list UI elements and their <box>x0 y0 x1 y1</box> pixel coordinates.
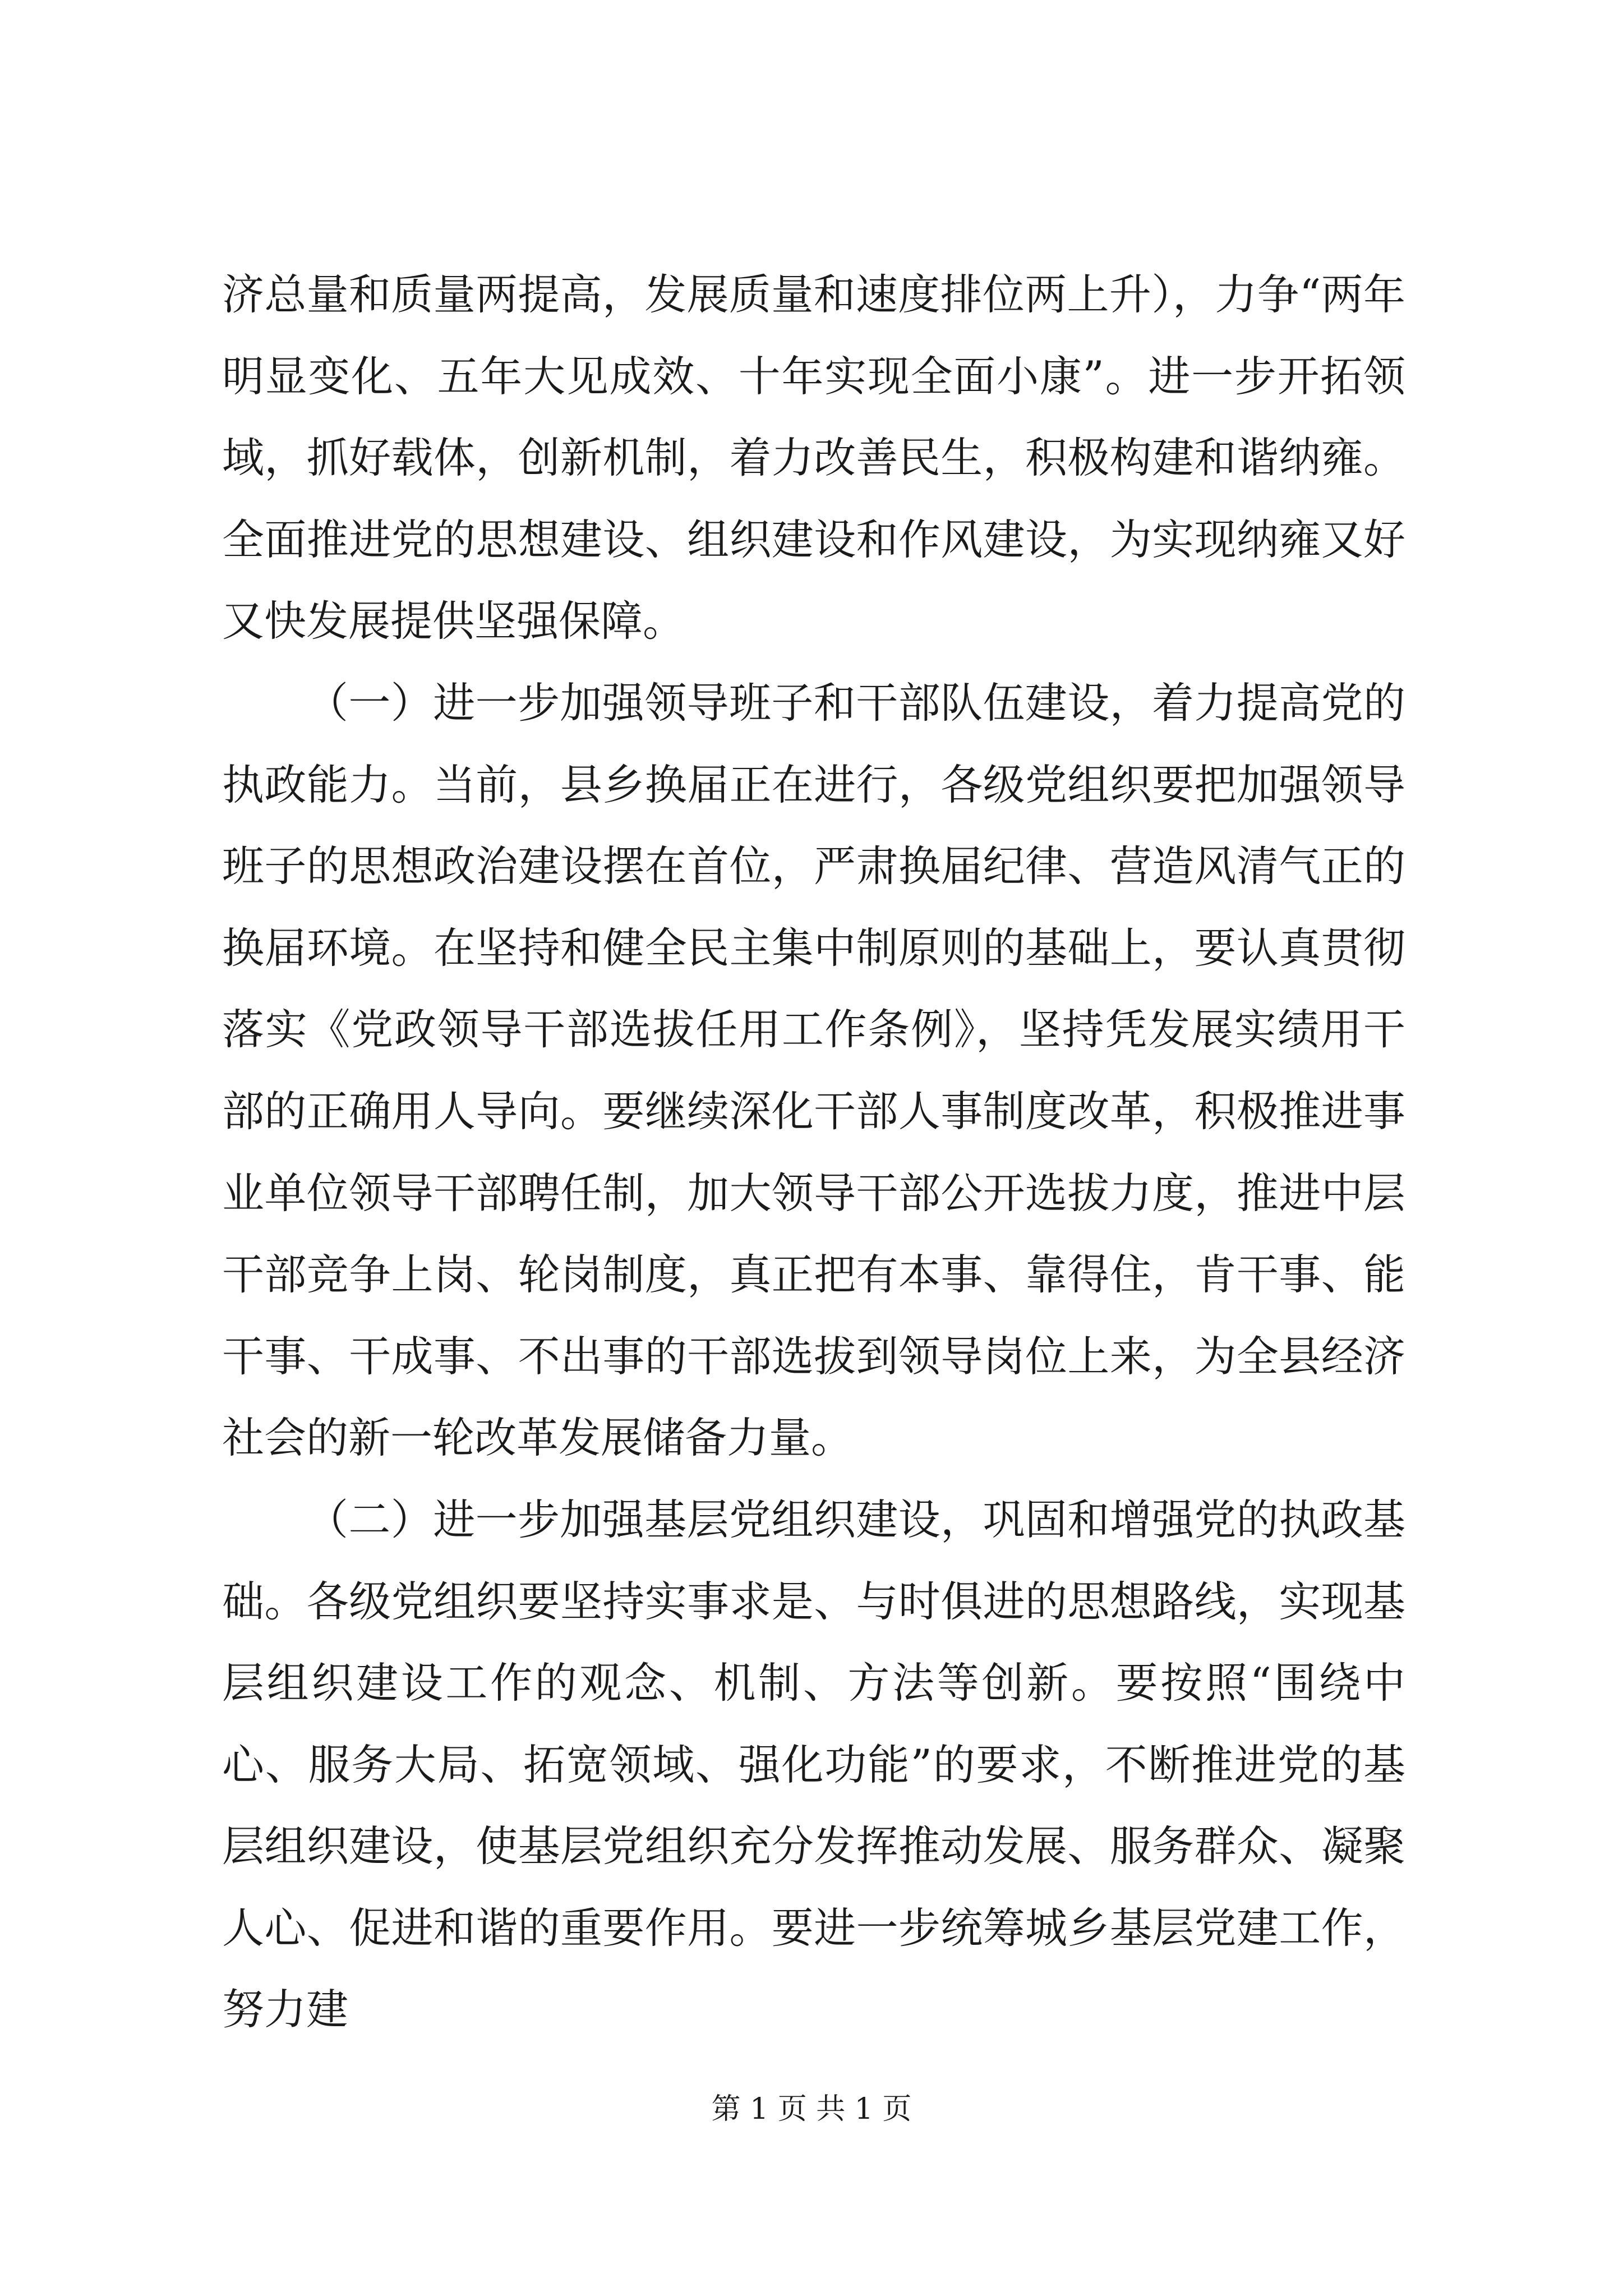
page-footer: 第 1 页 共 1 页 <box>711 2092 912 2126</box>
paragraph-section-1: （一）进一步加强领导班子和干部队伍建设，着力提高党的执政能力。当前，县乡换届正在进行，各级党组织要把加强领导班子的思想政治建设摆在首位，严肃换届纪律、营造风清气正的换届环境。在坚持和健全民主集中制原则的基础上，要认真贯彻落实《党政领导干部选拔任用工作条例》，坚持凭发展实绩用干部的正确用人导向。要继续深化干部人事制度改革，积极推进事业单位领导干部聘任制，加大领导干部公开选拔力度，推进中层干部竞争上岗、轮岗制度，真正把有本事、靠得住，肯干事、能干事、干成事、不出事的干部选拔到领导岗位上来，为全县经济社会的新一轮改革发展储备力量。 <box>222 678 1405 1463</box>
paragraph-section-2: （二）进一步加强基层党组织建设，巩固和增强党的执政基础。各级党组织要坚持实事求是、与时俱进的思想路线，实现基层组织建设工作的观念、机制、方法等创新。要按照“围绕中心、服务大局、拓宽领域、强化功能”的要求，不断推进党的基层组织建设，使基层党组织充分发挥推动发展、服务群众、凝聚人心、促进和谐的重要作用。要进一步统筹城乡基层党建工作，努力建 <box>222 1494 1405 2035</box>
paragraph-continuation: 济总量和质量两提高，发展质量和速度排位两上升），力争“两年明显变化、五年大见成效、十年实现全面小康”。进一步开拓领域，抓好载体，创新机制，着力改善民生，积极构建和谐纳雍。全面推进党的思想建设、组织建设和作风建设，为实现纳雍又好又快发展提供坚强保障。 <box>222 270 1405 646</box>
document-body <box>222 254 1405 2051</box>
